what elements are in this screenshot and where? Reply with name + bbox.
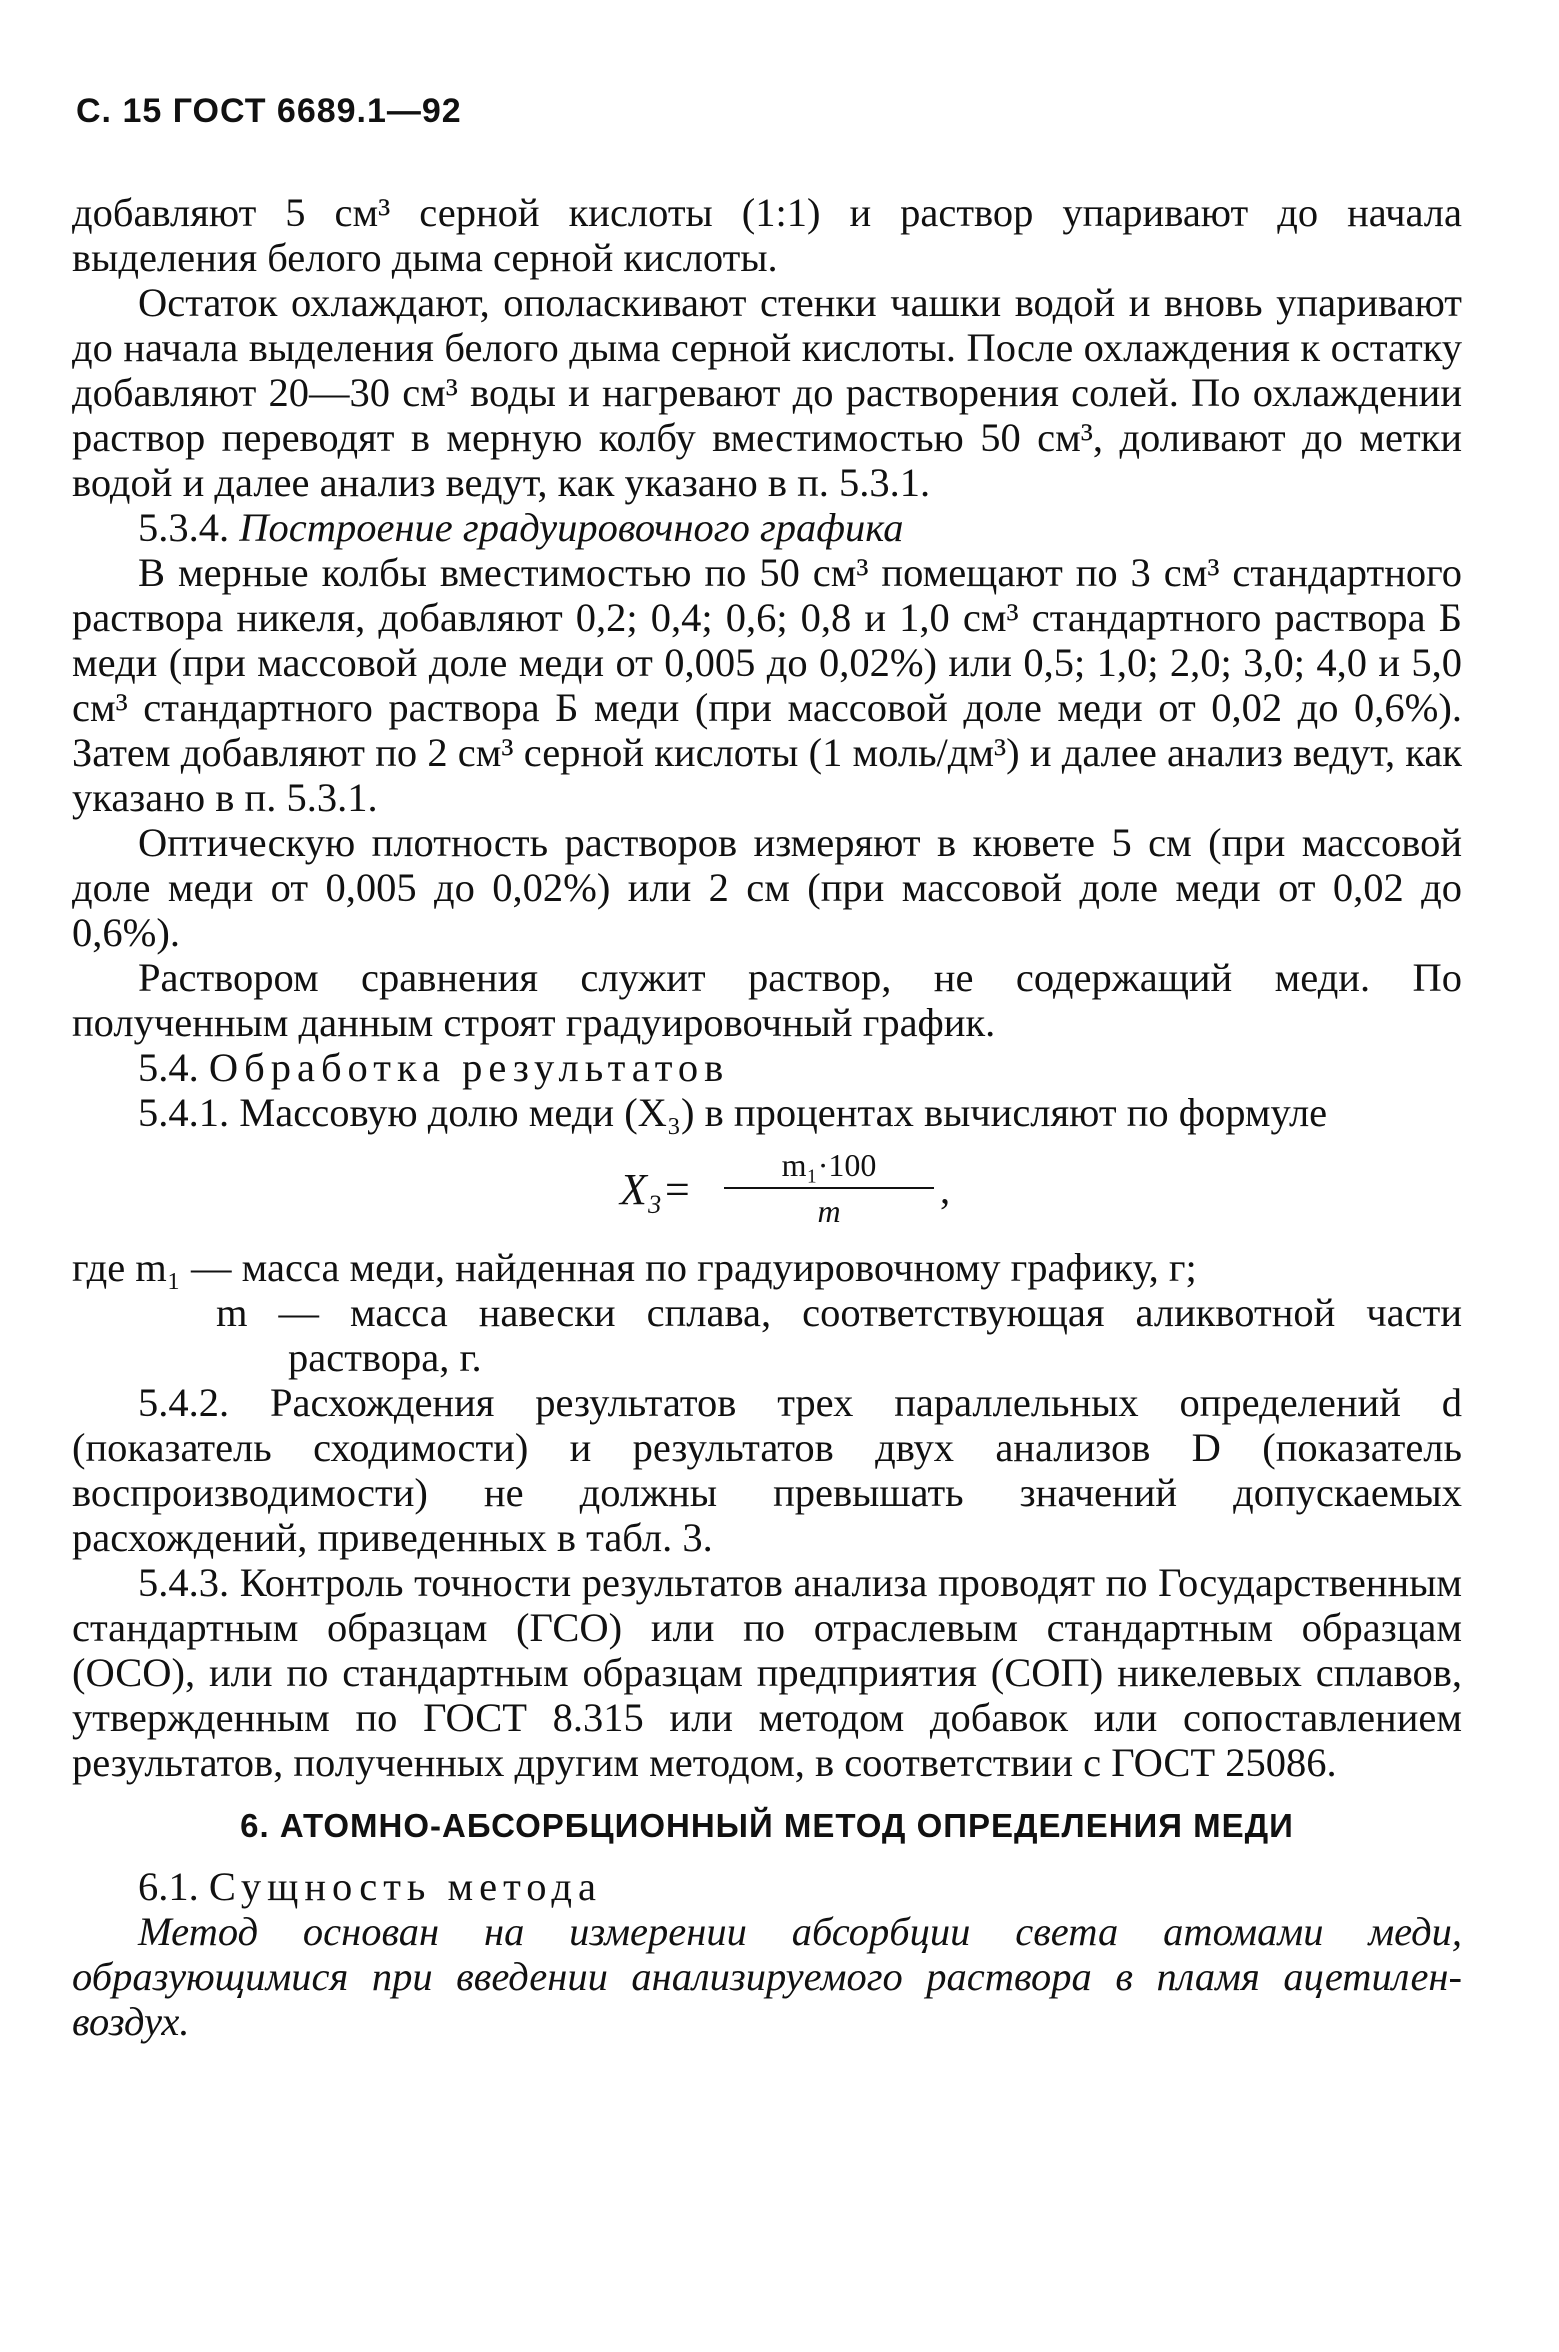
formula-comma: , bbox=[940, 1167, 951, 1212]
where-clause-m1: где m₁ — масса меди, найденная по градуировочному графику, г; bbox=[72, 1245, 1197, 1290]
paragraph-5-4-3: 5.4.3. Контроль точности результатов анализа проводят по Государственным стандартным образцам (ГСО) или по отраслевым стандартным образцам (ОСО), или по стандартным образцам предприятия (СОП) никелевых сплавов, утвержденным по ГОСТ 8.315 или методом добавок или сопоставлением результатов, полученных другим методом, в соответствии с ГОСТ 25086. bbox=[72, 1560, 1462, 1785]
paragraph-5-4-2: 5.4.2. Расхождения результатов трех параллельных определений d (показатель сходимости) и результатов двух анализов D (показатель воспроизводимости) не должны превышать значений допускаемых расхождений, приведенных в табл. 3. bbox=[72, 1380, 1462, 1560]
paragraph-continuation: добавляют 5 см³ серной кислоты (1:1) и раствор упаривают до начала выделения белого дыма серной кислоты. bbox=[72, 190, 1462, 280]
heading-number: 5.4. bbox=[138, 1045, 199, 1090]
heading-title: Обработка результатов bbox=[208, 1045, 730, 1090]
heading-title: Построение градуировочного графика bbox=[239, 505, 904, 550]
fraction-bar bbox=[724, 1187, 934, 1189]
where-clause-m: m — масса навески сплава, соответствующая аликвотной части раствора, г. bbox=[216, 1290, 1462, 1380]
paragraph-6-1: Метод основан на измерении абсорбции света атомами меди, образующимися при введении анализируемого раствора в пламя ацетилен-воздух. bbox=[72, 1909, 1462, 2044]
section-6-title: 6. АТОМНО-АБСОРБЦИОННЫЙ МЕТОД ОПРЕДЕЛЕНИЯ МЕДИ bbox=[240, 1807, 1294, 1844]
paragraph-reference-solution: Раствором сравнения служит раствор, не содержащий меди. По полученным данным строят градуировочный график. bbox=[72, 955, 1462, 1045]
document-body bbox=[72, 190, 1462, 2044]
formula-denominator: m bbox=[817, 1193, 841, 1229]
formula-numerator: m₁·100 bbox=[781, 1147, 877, 1183]
heading-5-4 bbox=[72, 1045, 1462, 1090]
heading-number: 6.1. bbox=[138, 1864, 199, 1909]
formula-lhs: X₃= bbox=[620, 1165, 692, 1214]
page-header: С. 15 ГОСТ 6689.1—92 bbox=[76, 92, 462, 130]
formula-fraction bbox=[724, 1145, 934, 1231]
heading-number: 5.3.4. bbox=[138, 505, 230, 550]
paragraph-residue: Остаток охлаждают, ополаскивают стенки чашки водой и вновь упаривают до начала выделения белого дыма серной кислоты. После охлаждения к остатку добавляют 20—30 см³ воды и нагревают до растворения солей. По охлаждении раствор переводят в мерную колбу вместимостью 50 см³, доливают до метки водой и далее анализ ведут, как указано в п. 5.3.1. bbox=[72, 280, 1462, 505]
paragraph-calibration: В мерные колбы вместимостью по 50 см³ помещают по 3 см³ стандартного раствора никеля, добавляют 0,2; 0,4; 0,6; 0,8 и 1,0 см³ стандартного раствора Б меди (при массовой доле меди от 0,005 до 0,02%) или 0,5; 1,0; 2,0; 3,0; 4,0 и 5,0 см³ стандартного раствора Б меди (при массовой доле меди от 0,02 до 0,6%). Затем добавляют по 2 см³ серной кислоты (1 моль/дм³) и далее анализ ведут, как указано в п. 5.3.1. bbox=[72, 550, 1462, 820]
heading-5-3-4 bbox=[72, 505, 1462, 550]
formula-x3 bbox=[72, 1145, 1462, 1237]
heading-6-1 bbox=[72, 1864, 1462, 1909]
paragraph-optical-density: Оптическую плотность растворов измеряют в кювете 5 см (при массовой доле меди от 0,005 до 0,02%) или 2 см (при массовой доле меди от 0,02 до 0,6%). bbox=[72, 820, 1462, 955]
heading-title: Сущность метода bbox=[208, 1864, 602, 1909]
paragraph-5-4-1: 5.4.1. Массовую долю меди (X₃) в процентах вычисляют по формуле bbox=[138, 1090, 1328, 1135]
